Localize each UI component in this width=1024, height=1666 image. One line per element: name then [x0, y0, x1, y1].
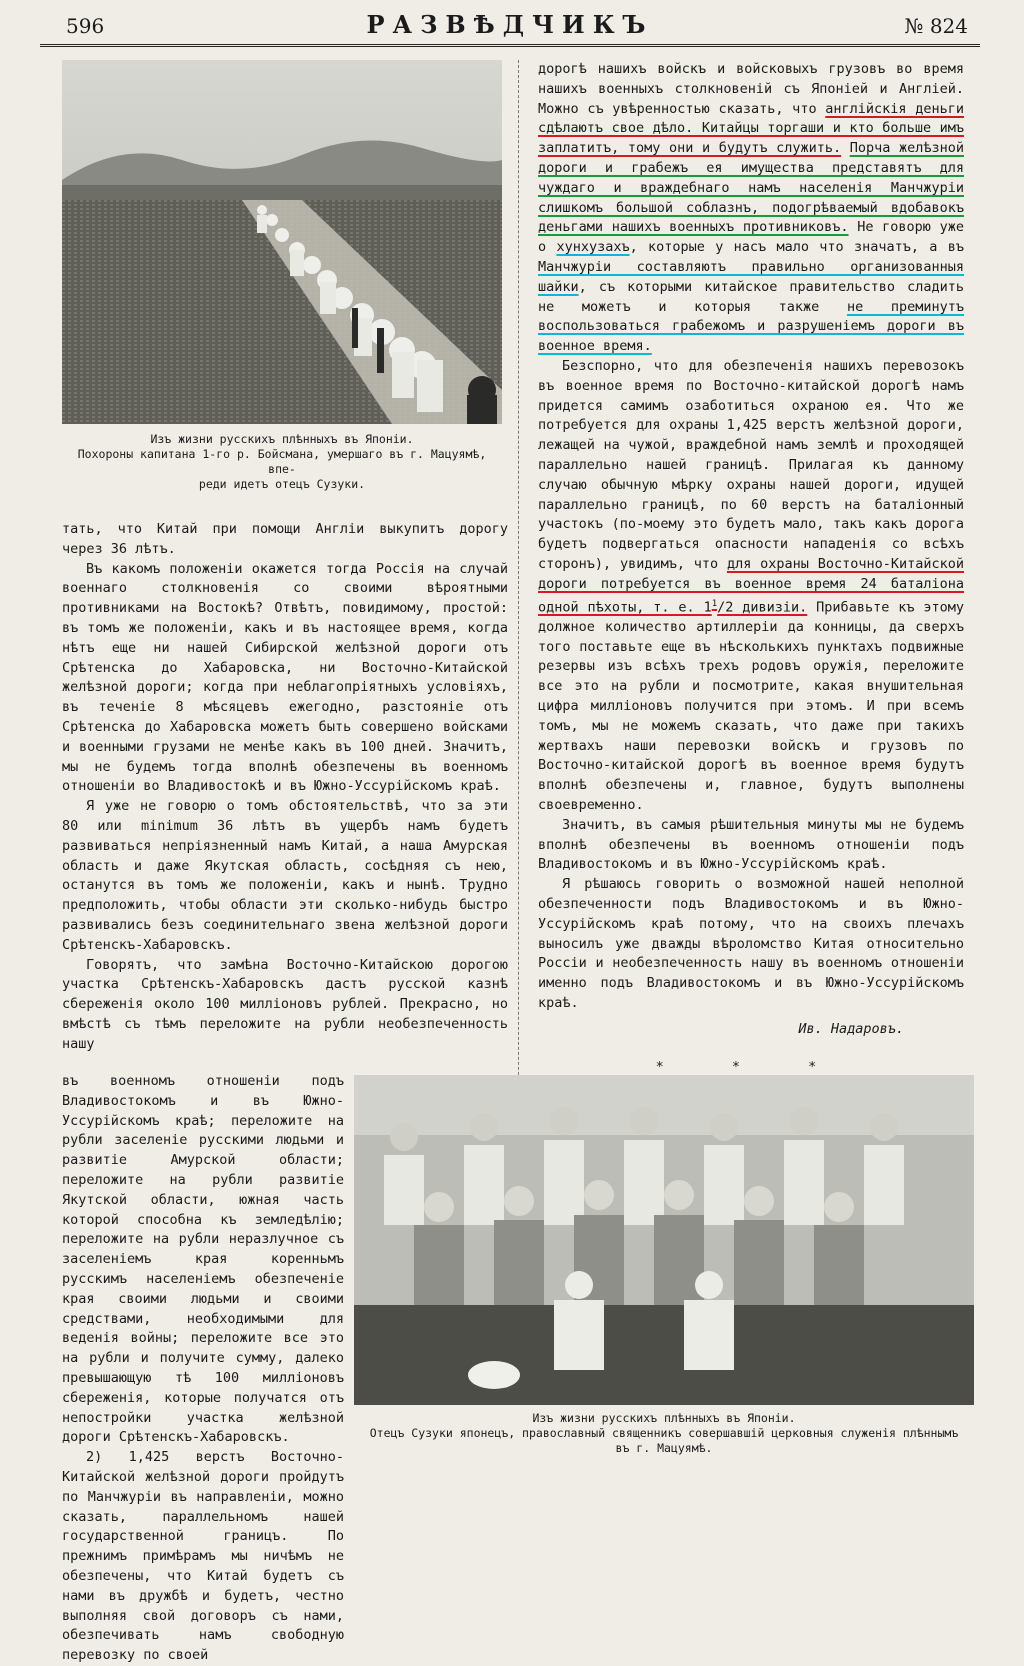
text-run — [841, 140, 850, 156]
red-underlined-text: для охраны Восточно-Китайской дороги потребуется въ военное время 24 баталіона одной пѣхоты, т. е. 1 — [538, 555, 964, 616]
text-run: дорогѣ нашихъ войскъ и войсковыхъ грузовъ во время нашихъ военныхъ столкновеній съ Японіей и Англіей. Можно съ увѣренностью сказать, что — [538, 61, 964, 117]
caption-line: Похороны капитана 1-го р. Бойсмана, умершаго въ г. Мацуямѣ, впе- — [77, 447, 487, 476]
author-signature: Ив. Надаровъ. — [798, 1020, 904, 1037]
caption-line: Изъ жизни русскихъ плѣнныхъ въ Японіи. — [150, 432, 414, 446]
paragraph — [538, 60, 964, 357]
group-photo — [354, 1075, 974, 1405]
cyan-underlined-text: не преминутъ воспользоваться грабежомъ и разрушеніемъ дороги въ военное время. — [538, 298, 964, 355]
paragraph: Говорятъ, что замѣна Восточно-Китайскою дорогою участка Срѣтенскъ-Хабаровскъ дастъ русской казнѣ сбереженія около 100 милліоновъ рублей. Прекрасно, но вмѣстѣ съ тѣмъ переложите на рубли необезпеченность нашу — [62, 956, 508, 1052]
funeral-photo-caption — [62, 432, 502, 492]
issue-number: № 824 — [904, 14, 968, 38]
caption-line: въ г. Мацуямѣ. — [615, 1441, 713, 1455]
group-photo-image — [354, 1075, 974, 1405]
red-underlined-text: англійскія деньги сдѣлаютъ свое дѣло. Китайцы торгаши и кто больше имъ заплатитъ, тому они и будутъ служить. — [538, 100, 964, 157]
text-run: Не говорю уже о — [538, 219, 964, 256]
caption-line: реди идетъ отецъ Сузуки. — [198, 477, 366, 491]
group-photo-caption — [354, 1411, 974, 1456]
funeral-photo-image — [62, 60, 502, 424]
caption-line: Отецъ Сузуки японецъ, православный священникъ совершавшій церковныя служенія плѣннымъ — [369, 1426, 959, 1440]
cyan-underlined-text: хунхузахъ — [556, 239, 630, 256]
paragraph — [538, 357, 964, 816]
text-run: Прибавьте къ этому должное количество артиллеріи да конницы, да сверхъ того поставьте еще въ нѣсколькихъ пунктахъ подвижные резервы изъ всѣхъ трехъ родовъ оружія, переложите все это на рубли и посмотрите, какая внушительная цифра милліоновъ получится при этомъ. И при всемъ томъ, мы не можемъ сказать, что даже при такихъ жертвахъ наши перевозки войскъ и грузовъ по Восточно-китайской дорогѣ въ военное время будутъ вполнѣ обезпечены и, главное, будутъ выполнены своевременно. — [538, 599, 964, 813]
page-header — [40, 0, 980, 44]
left-column-lower — [62, 1072, 344, 1666]
fraction-denominator: /2 — [717, 599, 734, 616]
green-underlined-text: Порча желѣзной дороги и грабежъ ея имущества представятъ для чуждаго и враждебнаго намъ населенія Манчжуріи слишкомъ большой соблазнъ, подогрѣваемый вдобавокъ деньгами нашихъ военныхъ противниковъ. — [538, 140, 964, 236]
fraction-numerator: 1 — [711, 598, 718, 609]
paragraph: 2) 1,425 верстъ Восточно-Китайской желѣзной дороги пройдутъ по Манчжуріи въ направленіи, можно сказать, параллельномъ нашей государственной границъ. По прежнимъ примѣрамъ мы ничѣмъ не обезпечены, что Китай будетъ съ нами въ дружбѣ и будетъ, честно выполняя свой договоръ съ нами, обезпечивать намъ свободную перевозку по своей — [62, 1449, 344, 1664]
caption-line: Изъ жизни русскихъ плѣнныхъ въ Японіи. — [532, 1411, 796, 1425]
paragraph: тать, что Китай при помощи Англіи выкупитъ дорогу через 36 лѣтъ. — [62, 521, 508, 557]
right-column — [538, 60, 964, 1077]
funeral-photo — [62, 60, 502, 424]
header-rule — [40, 44, 980, 47]
text-run: , которые у насъ мало что значатъ, а въ — [629, 239, 964, 256]
red-underlined-text: дивизіи. — [733, 599, 808, 616]
section-separator: * * * — [655, 1058, 847, 1075]
paragraph: Я рѣшаюсь говорить о возможной нашей неполной обезпеченности подъ Владивостокомъ и въ Южно-Уссурійскомъ краѣ потому, что на своихъ плечахъ выносилъ уже дважды вѣроломство Китая относительно Россіи и необезпеченность нашу въ военномъ отношеніи именно подъ Владивостокомъ и въ Южно-Уссурійскомъ краѣ. — [538, 876, 964, 1011]
paragraph: Въ какомъ положеніи окажется тогда Россія на случай военнаго столкновенія со своими вѣроятными противниками на Востокѣ? Отвѣтъ, повидимому, простой: въ томъ же положеніи, какъ и въ настоящее время, когда нѣтъ еще ни нашей Сибирской желѣзной дороги отъ Срѣтенска до Хабаровска, ни Восточно-Китайской желѣзной дороги; когда при неблагопріятныхъ условіяхъ, въ теченіе 8 мѣсяцевъ ежегодно, разстояніе отъ Срѣтенска до Хабаровска можетъ быть совершено войсками и военными грузами не менѣе какъ въ 100 дней. Значитъ, мы не будемъ тогда вполнѣ обезпечены въ военномъ отношеніи во Владивостокѣ и въ Южно-Уссурійскомъ краѣ. — [62, 560, 508, 795]
paragraph: Значитъ, въ самыя рѣшительныя минуты мы не будемъ вполнѣ обезпечены въ военномъ отношеніи подъ Владивостокомъ и въ Южно-Уссурійскомъ краѣ. — [538, 816, 964, 873]
text-run: Безспорно, что для обезпеченія нашихъ перевозокъ въ военное время по Восточно-китайской дорогѣ намъ придется самимъ озаботиться охраною ея. Что же потребуется для охраны 1,425 верстъ желѣзной дороги, лежащей на чужой, враждебной намъ землѣ и проходящей параллельно нашей границѣ. Прилагая къ данному случаю обычную мѣрку охраны нашей дороги, идущей параллельно границѣ, по 60 верстъ на баталіонный участокъ (по-моему это будетъ мало, такъ какъ дорога будетъ подвергаться опасности нападенія со всѣхъ сторонъ), увидимъ, что — [538, 357, 964, 572]
column-separator — [518, 60, 519, 1120]
paragraph: въ военномъ отношеніи подъ Владивостокомъ и въ Южно-Уссурійскомъ краѣ; переложите на рубли заселеніе русскими людьми и развитіе Амурской области; переложите на рубли развитіе Якутской области, южная часть которой способна къ земледѣлію; переложите на рубли неразлучное съ заселеніемъ края коренньмъ русскимъ населеніемъ обезпеченіе края своими людьми и своими средствами, необходимыми для веденія войны; переложите все это на рубли и получите сумму, далеко превышающую тѣ 100 милліоновъ сбереженія, которые получатся отъ непостройки участка желѣзной дороги Срѣтенскъ-Хабаровскъ. — [62, 1073, 344, 1446]
paragraph: Я уже не говорю о томъ обстоятельствѣ, что за эти 80 или minimum 36 лѣтъ въ ущербъ намъ будетъ развиваться непріязненный намъ Китай, а наша Амурская область и даже Якутская область, сосѣдняя съ нею, останутся въ томъ же положеніи, какъ и нынѣ. Трудно предположить, чтобы области эти сколько-нибудь быстро развивались безъ соединительнаго звена желѣзной дороги Срѣтенскъ-Хабаровскъ. — [62, 798, 508, 953]
cyan-underlined-text: Манчжуріи составляютъ правильно организованныя шайки — [538, 258, 964, 295]
page-number: 596 — [66, 14, 105, 38]
text-run: , съ которыми китайское правительство сладить не можетъ и которыя также — [538, 278, 964, 315]
journal-title: РАЗВѢДЧИКЪ — [366, 10, 654, 39]
left-column-upper — [62, 520, 508, 1055]
